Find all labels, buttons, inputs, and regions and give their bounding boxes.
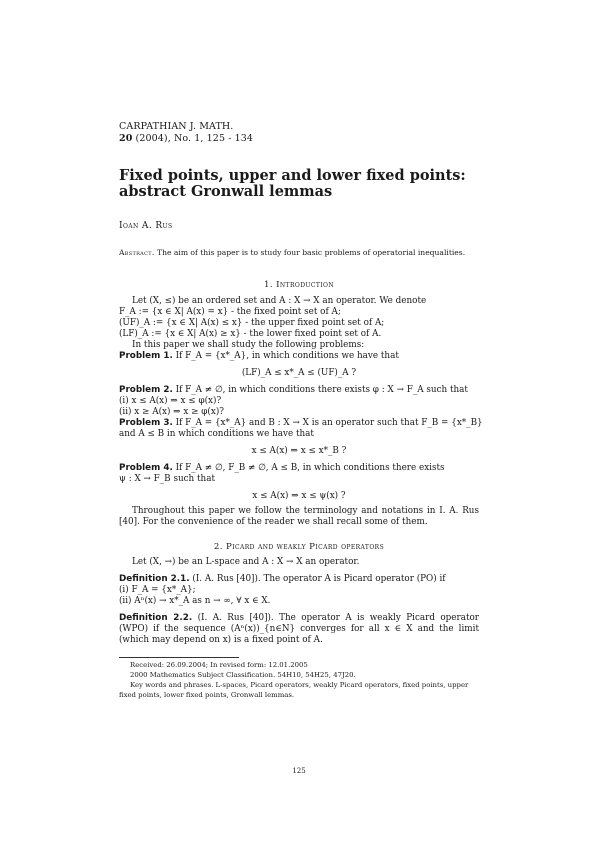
problem-1-label: Problem 1. [119,351,173,361]
problem-2: Problem 2. If F_A ≠ ∅, in which conditions there exists φ : X → F_A such that [119,385,468,395]
definition-2-2-label: Definition 2.2. [119,613,193,623]
footnote-msc: 2000 Mathematics Subject Classification. 54H10, 54H25, 47J20. [130,671,356,679]
title-line-2: abstract Gronwall lemmas [119,183,333,200]
problem-3-label: Problem 3. [119,418,173,428]
journal-name: CARPATHIAN J. MATH. [119,121,234,132]
problem-1-formula: (LF)_A ≤ x*_A ≤ (UF)_A ? [241,368,357,378]
definition-2-1-item-i: (i) F_A = {x*_A}; [119,585,196,595]
problem-4-label: Problem 4. [119,463,173,473]
definition-2-2: Definition 2.2. (I. A. Rus [40]). The operator A is weakly Picard operator (WPO) if the sequence (Aⁿ(x))_{n∈N} converges for all x ∈ X and the limit (which may depend on x) is a fixed point of A. [119,613,479,645]
problem-2-label: Problem 2. [119,385,173,395]
problem-3-formula: x ≤ A(x) ⇒ x ≤ x*_B ? [251,446,347,456]
intro-line-4: (LF)_A := {x ∈ X| A(x) ≥ x} - the lower fixed point set of A. [119,329,382,339]
problem-4-cont: ψ : X → F_B such that [119,474,215,484]
intro-line-3: (UF)_A := {x ∈ X| A(x) ≤ x} - the upper fixed point set of A; [119,318,385,328]
intro-line-2: F_A := {x ∈ X| A(x) = x} - the fixed point set of A; [119,307,341,317]
abstract-text: The aim of this paper is to study four basic problems of operatorial inequalities. [157,248,466,257]
problem-4-formula: x ≤ A(x) ⇒ x ≤ ψ(x) ? [252,491,346,501]
problem-4: Problem 4. If F_A ≠ ∅, F_B ≠ ∅, A ≤ B, in which conditions there exists [119,463,445,473]
footnote-rule [119,657,239,658]
author-name: Ioan A. Rus [119,221,173,231]
journal-volume: 20 [119,133,133,144]
intro-paragraph: Throughout this paper we follow the terminology and notations in I. A. Rus [40]. For the convenience of the reader we shall recall some of them. [119,506,479,527]
definition-2-1: Definition 2.1. (I. A. Rus [40]). The operator A is Picard operator (PO) if [119,574,446,584]
intro-line-1: Let (X, ≤) be an ordered set and A : X → X an operator. We denote [132,296,427,306]
section-1-heading: 1. Introduction [263,280,334,290]
definition-2-1-item-ii: (ii) Aⁿ(x) → x*_A as n → ∞, ∀ x ∈ X. [119,596,271,606]
section-2-heading: 2. Picard and weakly Picard operators [213,542,385,552]
problem-1: Problem 1. If F_A = {x*_A}, in which conditions we have that [119,351,399,361]
footnote-received: Received: 26.09.2004; In revised form: 12.01.2005 [130,661,308,669]
page-number: 125 [292,767,306,775]
paper-title [119,168,466,200]
problem-3: Problem 3. If F_A = {x*_A} and B : X → X is an operator such that F_B = {x*_B} [119,418,483,428]
section-2-line-1: Let (X, →) be an L-space and A : X → X an operator. [132,557,360,567]
title-line-1: Fixed points, upper and lower fixed points: [119,167,466,184]
definition-2-1-label: Definition 2.1. [119,574,190,584]
intro-line-5: In this paper we shall study the following problems: [132,340,365,350]
journal-issue: 20 (2004), No. 1, 125 - 134 [119,133,254,144]
abstract [119,248,479,258]
problem-3-cont: and A ≤ B in which conditions we have that [119,429,314,439]
journal-header [119,121,253,145]
footnote-keywords: Key words and phrases. L-spaces, Picard operators, weakly Picard operators, fixed points, upper fixed points, lower fixed points, Gronwall lemmas. [119,681,469,699]
problem-2-item-i: (i) x ≤ A(x) ⇒ x ≤ φ(x)? [119,396,222,406]
abstract-label: Abstract. [119,248,155,257]
problem-2-item-ii: (ii) x ≥ A(x) ⇒ x ≥ φ(x)? [119,407,224,417]
